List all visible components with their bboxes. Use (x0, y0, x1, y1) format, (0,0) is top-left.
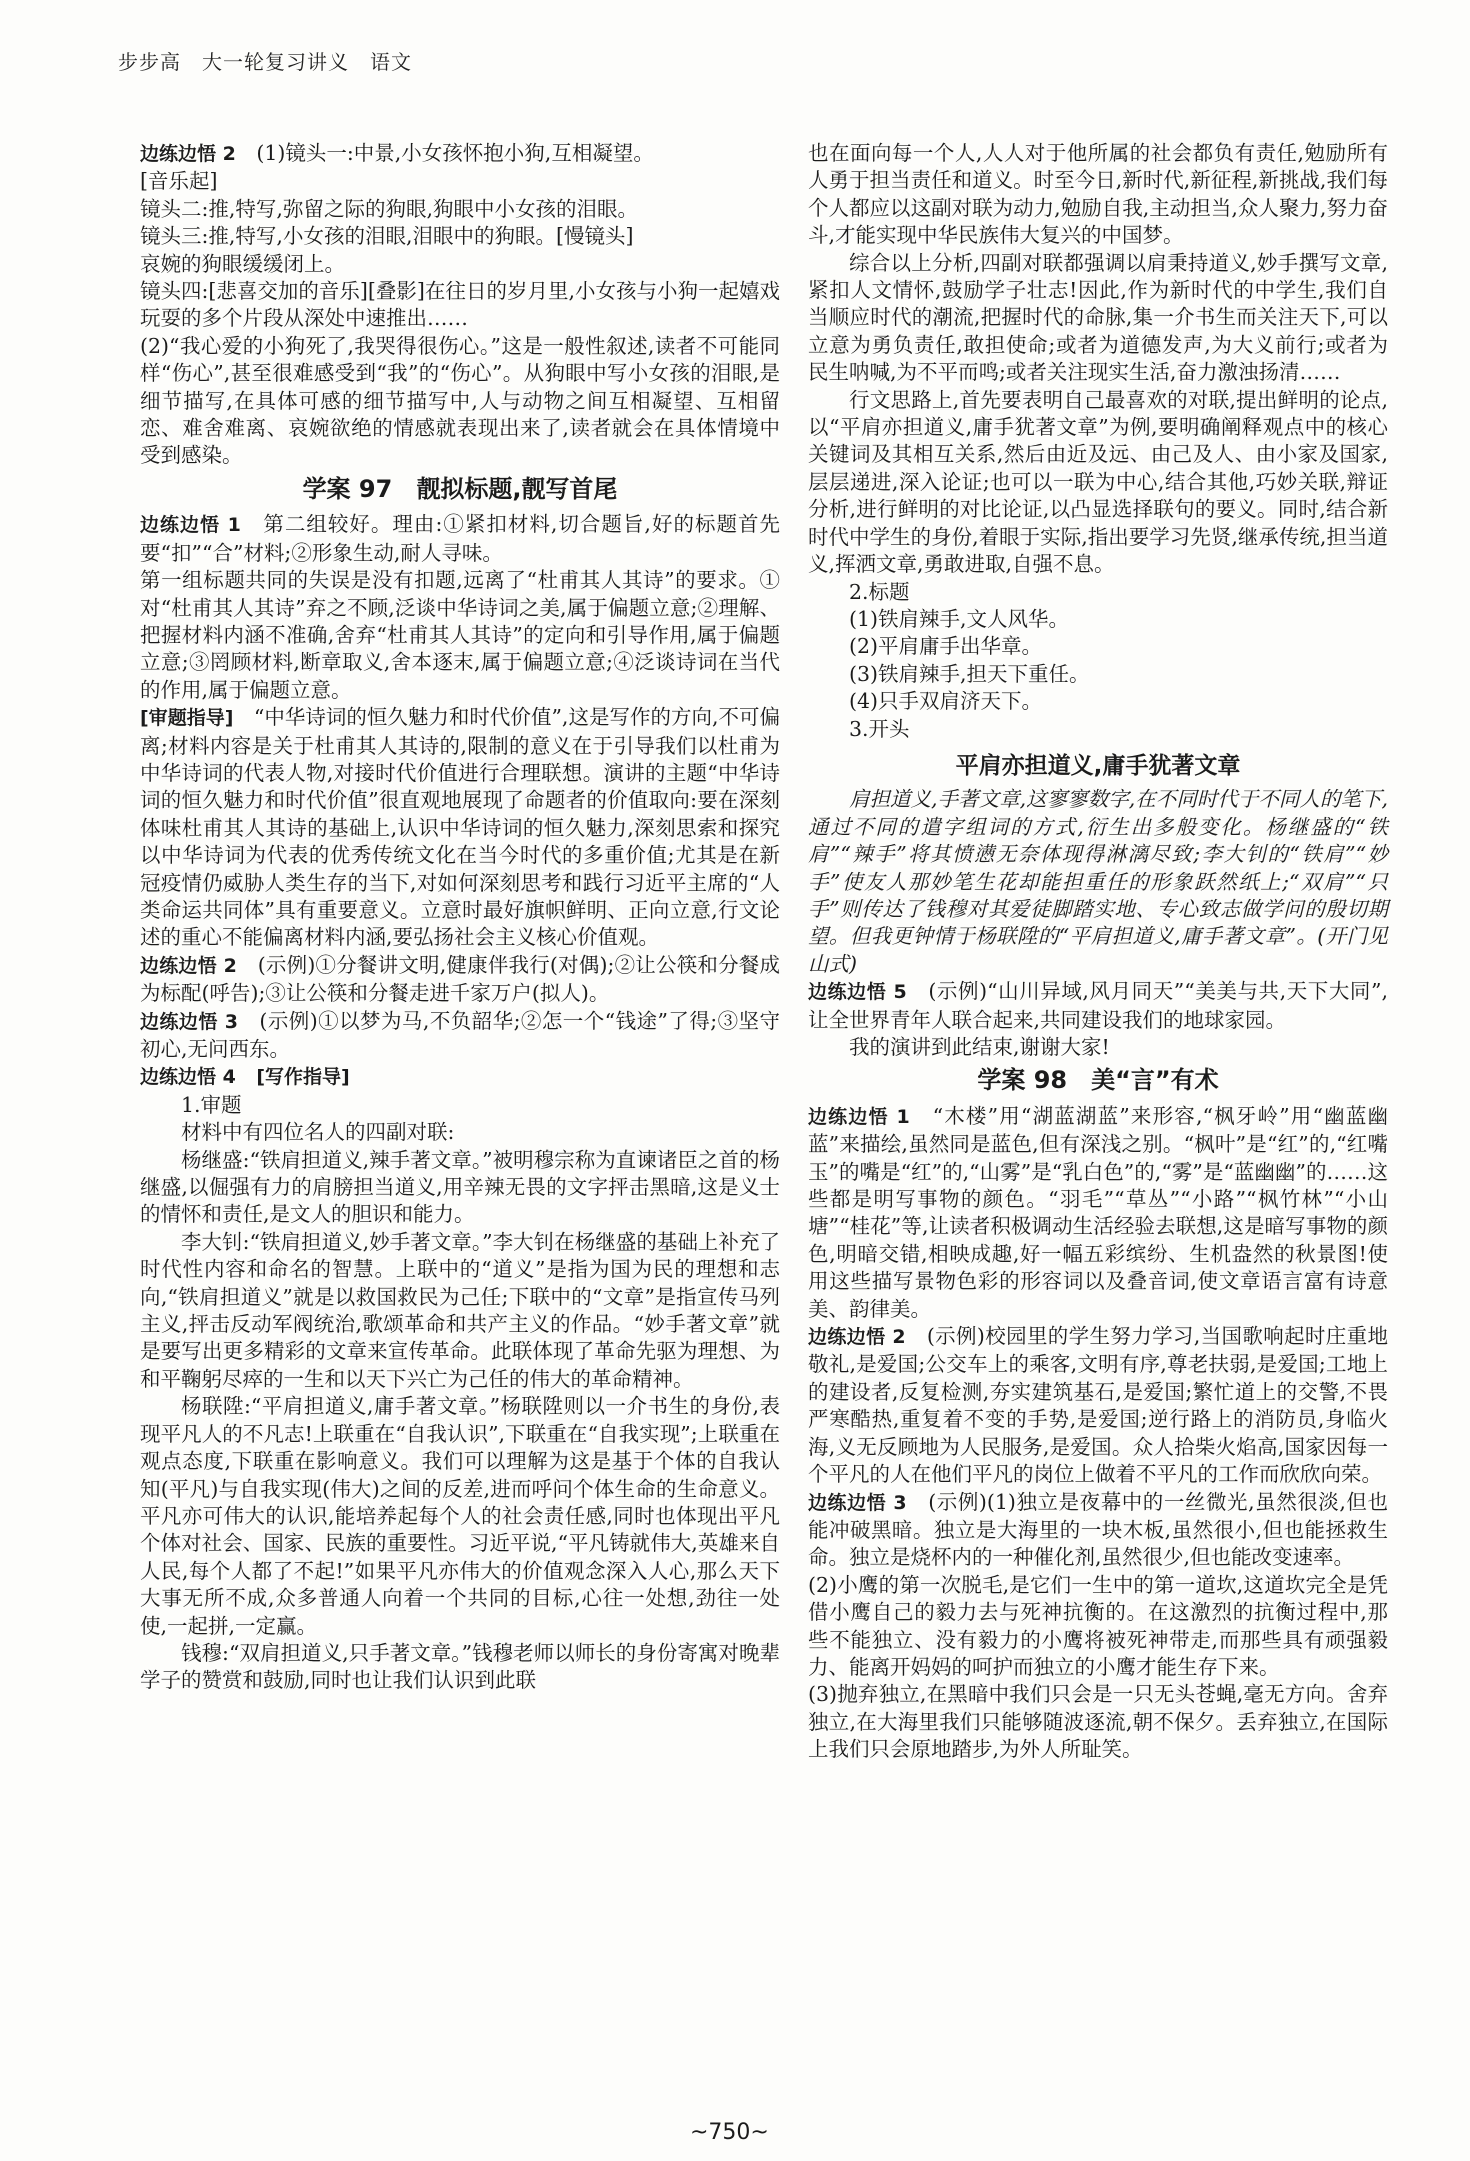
text-line: 1.审题 (181, 1092, 242, 1117)
page-header: 步步高 大一轮复习讲义 语文 (118, 50, 412, 74)
text-line: (3)铁肩辣手,担天下重任。 (849, 661, 1090, 686)
text-line: 也在面向每一个人,人人对于他所属的社会都负有责任,勉励所有人勇于担当责任和道义。时至今日,新时代,新征程,新挑战,我们每个人都应以这副对联为动力,勉励自我,主动担当,众人聚力,努力奋斗,才能实现中华民族伟大复兴的中国梦。 (808, 141, 1388, 248)
essay-title: 平肩亦担道义,庸手犹著文章 (955, 752, 1241, 779)
text-line: 钱穆:“双肩担道义,只手著文章。”钱穆老师以师长的身份寄寓对晚辈学子的赞赏和鼓励,同时也让我们认识到此联 (140, 1640, 780, 1693)
text-line: 镜头四:[悲喜交加的音乐][叠影]在往日的岁月里,小女孩与小狗一起嬉戏玩耍的多个片段从深处中速推出…… (140, 279, 780, 331)
text-line: 2.标题 (849, 579, 910, 604)
text-line: (2)平肩庸手出华章。 (849, 634, 1043, 659)
exercise-label: 边练边悟 2 (808, 1326, 906, 1349)
text-line: 李大钊:“铁肩担道义,妙手著文章。”李大钊在杨继盛的基础上补充了时代性内容和命名的智慧。上联中的“道义”是指为国为民的理想和志向,“铁肩担道义”就是以救国救民为己任;下联中的“文章”是指宣传马列主义,抨击反动军阀统治,歌颂革命和共产主义的作品。“妙手著文章”就是要写出更多精彩的文章来宣传革命。此联体现了革命先驱为理想、为和平鞠躬尽瘁的一生和以天下兴亡为己任的伟大的革命精神。 (140, 1229, 780, 1391)
essay-text: 肩担道义,手著文章,这寥寥数字,在不同时代于不同人的笔下,通过不同的遣字组词的方式,衍生出多般变化。杨继盛的“铁肩”“辣手”将其愤懑无奈体现得淋漓尽致;李大钊的“铁肩”“妙手”使友人那妙笔生花却能担重任的形象跃然纸上;“双肩”“只手”则传达了钱穆对其爱徒脚踏实地、专心致志做学问的殷切期望。但我更钟情于杨联陞的“平肩担道义,庸手著文章”。(开门见山式) (808, 787, 1388, 976)
text-line: 3.开头 (849, 716, 910, 741)
exercise-text: (示例)①分餐讲文明,健康伴我行(对偶);②让公筷和分餐成为标配(呼告);③让公筷和分餐走进千家万户(拟人)。 (140, 952, 780, 1006)
exercise-label: 边练边悟 5 (808, 981, 907, 1004)
exercise-text: (示例)①以梦为马,不负韶华;②怎一个“钱途”了得;③坚守初心,无问西东。 (140, 1008, 780, 1061)
text-line: 材料中有四位名人的四副对联: (181, 1120, 455, 1145)
exercise-label: 边练边悟 1 (140, 514, 241, 537)
text-line: 杨联陞:“平肩担道义,庸手著文章。”杨联陞则以一介书生的身份,表现平凡人的不凡志!上联重在“自我认识”,下联重在“自我实现”;上联重在观点态度,下联重在影响意义。我们可以理解为这是基于个体的自我认知(平凡)与自我实现(伟大)之间的反差,进而呼问个体生命的生命意义。平凡亦可伟大的认识,能培养起每个人的社会责任感,同时也体现出平凡个体对社会、国家、民族的重要性。习近平说,“平凡铸就伟大,英雄来自人民,每个人都了不起!”如果平凡亦伟大的价值观念深入人心,那么天下大事无所不成,众多普通人向着一个共同的目标,心往一处想,劲往一处使,一起拼,一定赢。 (140, 1394, 780, 1638)
text-line: 镜头三:推,特写,小女孩的泪眼,泪眼中的狗眼。[慢镜头] (140, 224, 634, 249)
text-line: 哀婉的狗眼缓缓闭上。 (140, 251, 345, 276)
text-line: (1)铁肩辣手,文人风华。 (849, 606, 1070, 631)
text-line: [音乐起] (140, 169, 218, 194)
guide-label: [写作指导] (256, 1066, 350, 1089)
right-column (808, 140, 1388, 1764)
section-title: 学案 98 美“言”有术 (977, 1066, 1219, 1095)
page-number: ~750~ (690, 2120, 769, 2145)
exercise-text: (1)镜头一:中景,小女孩怀抱小狗,互相凝望。 (256, 141, 654, 165)
guide-label: [审题指导] (140, 707, 234, 730)
text-line: (2)“我心爱的小狗死了,我哭得很伤心。”这是一般性叙述,读者不可能同样“伤心”,甚至很难感受到“我”的“伤心”。从狗眼中写小女孩的泪眼,是细节描写,在具体可感的细节描写中,人与动物之间互相凝望、互相留恋、难舍难离、哀婉欲绝的情感就表现出来了,读者就会在具体情境中受到感染。 (140, 333, 780, 468)
text-line: (4)只手双肩济天下。 (849, 689, 1043, 714)
exercise-label: 边练边悟 1 (808, 1105, 910, 1128)
text-line: 第一组标题共同的失误是没有扣题,远离了“杜甫其人其诗”的要求。①对“杜甫其人其诗”弃之不顾,泛谈中华诗词之美,属于偏题立意;②理解、把握材料内涵不准确,舍弃“杜甫其人其诗”的定向和引导作用,属于偏题立意;③罔顾材料,断章取义,舍本逐末,属于偏题立意;④泛谈诗词在当代的作用,属于偏题立意。 (140, 568, 780, 702)
text-line: 杨继盛:“铁肩担道义,辣手著文章。”被明穆宗称为直谏诸臣之首的杨继盛,以倔强有力的肩膀担当道义,用辛辣无畏的文字抨击黑暗,这是义士的情怀和责任,是文人的胆识和能力。 (140, 1147, 780, 1227)
text-line: 镜头二:推,特写,弥留之际的狗眼,狗眼中小女孩的泪眼。 (140, 196, 638, 221)
exercise-text: (示例)校园里的学生努力学习,当国歌响起时庄重地敬礼,是爱国;公交车上的乘客,文明有序,尊老扶弱,是爱国;工地上的建设者,反复检测,夯实建筑基石,是爱国;繁忙道上的交警,不畏严寒酷热,重复着不变的手势,是爱国;逆行路上的消防员,身临火海,义无反顾地为人民服务,是爱国。众人拾柴火焰高,国家因每一个平凡的人在他们平凡的岗位上做着不平凡的工作而欣欣向荣。 (808, 1324, 1388, 1487)
exercise-label: 边练边悟 3 (808, 1491, 907, 1514)
text-line: (2)小鹰的第一次脱毛,是它们一生中的第一道坎,这道坎完全是凭借小鹰自己的毅力去与死神抗衡的。在这激烈的抗衡过程中,那些不能独立、没有毅力的小鹰将被死神带走,而那些具有顽强毅力、能离开妈妈的呵护而独立的小鹰才能生存下来。 (808, 1572, 1388, 1679)
left-column (140, 140, 780, 1695)
text-line: (3)抛弃独立,在黑暗中我们只会是一只无头苍蝇,毫无方向。舍弃独立,在大海里我们只能够随波逐流,朝不保夕。丢弃独立,在国际上我们只会原地踏步,为外人所耻笑。 (808, 1682, 1388, 1762)
exercise-label: 边练边悟 3 (140, 1010, 239, 1033)
exercise-text: “木楼”用“湖蓝湖蓝”来形容,“枫牙岭”用“幽蓝幽蓝”来描绘,虽然同是蓝色,但有深浅之别。“枫叶”是“红”的,“红嘴玉”的嘴是“红”的,“山雾”是“乳白色”的,“雾”是“蓝幽幽”的……这些都是明写事物的颜色。“羽毛”“草丛”“小路”“枫竹林”“小山塘”“桂花”等,让读者积极调动生活经验去联想,这是暗写事物的颜色,明暗交错,相映成趣,好一幅五彩缤纷、生机盎然的秋景图!使用这些描写景物色彩的形容词以及叠音词,使文章语言富有诗意美、韵律美。 (808, 1103, 1388, 1321)
exercise-text: (示例)(1)独立是夜幕中的一丝微光,虽然很淡,但也能冲破黑暗。独立是大海里的一块木板,虽然很小,但也能拯救生命。独立是烧杯内的一种催化剂,虽然很少,但也能改变速率。 (808, 1489, 1388, 1570)
exercise-text: (示例)“山川异域,风月同天”“美美与共,天下大同”,让全世界青年人联合起来,共同建设我们的地球家园。 (808, 979, 1389, 1032)
exercise-label: 边练边悟 2 (140, 954, 237, 977)
text-line: 综合以上分析,四副对联都强调以肩秉持道义,妙手撰写文章,紧扣人文情怀,鼓励学子壮志!因此,作为新时代的中学生,我们自当顺应时代的潮流,把握时代的命脉,集一介书生而关注天下,可以立意为勇负责任,敢担使命;或者为道德发声,为大义前行;或者为民生呐喊,为不平而鸣;或者关注现实生活,奋力激浊扬清…… (808, 250, 1388, 385)
section-title: 学案 97 靓拟标题,靓写首尾 (302, 474, 618, 503)
text-line: 我的演讲到此结束,谢谢大家! (849, 1035, 1110, 1059)
guide-text: “中华诗词的恒久魅力和时代价值”,这是写作的方向,不可偏离;材料内容是关于杜甫其人其诗的,限制的意义在于引导我们以杜甫为中华诗词的代表人物,对接时代价值进行合理联想。演讲的主题“中华诗词的恒久魅力和时代价值”很直观地展现了命题者的价值取向:要在深刻体味杜甫其人其诗的基础上,认识中华诗词的恒久魅力,深刻思索和探究以中华诗词为代表的优秀传统文化在当今时代的多重价值;尤其是在新冠疫情仍威胁人类生存的当下,对如何深刻思考和践行习近平主席的“人类命运共同体”具有重要意义。立意时最好旗帜鲜明、正向立意,行文论述的重心不能偏离材料内涵,要弘扬社会主义核心价值观。 (140, 705, 780, 950)
text-line: 行文思路上,首先要表明自己最喜欢的对联,提出鲜明的论点,以“平肩亦担道义,庸手犹著文章”为例,要明确阐释观点中的核心关键词及其相互关系,然后由近及远、由己及人、由小家及国家,层层递进,深入论证;也可以一联为中心,结合其他,巧妙关联,辩证分析,进行鲜明的对比论证,以凸显选择联句的要义。同时,结合新时代中学生的身份,着眼于实际,指出要学习先贤,继承传统,担当道义,挥洒文章,勇敢进取,自强不息。 (808, 387, 1388, 577)
exercise-label: 边练边悟 4 (140, 1066, 236, 1089)
exercise-label: 边练边悟 2 (140, 143, 236, 165)
exercise-text: 第二组较好。理由:①紧扣材料,切合题旨,好的标题首先要“扣”“合”材料;②形象生动,耐人寻味。 (140, 512, 780, 565)
